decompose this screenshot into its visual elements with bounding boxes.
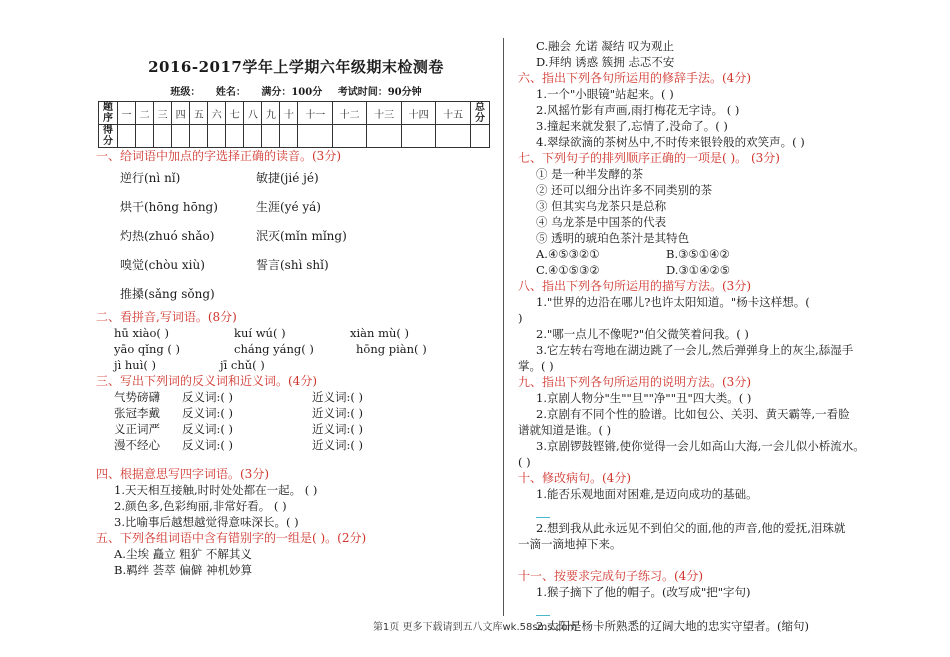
answer-line[interactable] [518,600,930,618]
order-option: B.③⑤①④② [666,247,730,261]
pinyin-row [96,357,496,373]
description-question: 2."哪一点儿不像呢?"伯父微笑着问我。( ) [536,327,749,341]
choice-option: A.尘埃 矗立 粗犷 不解其义 [114,547,252,561]
antonym-row [96,421,496,437]
score-col: 八 [244,102,262,125]
description-question-cont: ) [518,311,523,325]
score-col: 一 [118,102,136,125]
pronunciation-item: 生涯(yé yá) [256,200,321,214]
pronunciation-row [96,193,496,222]
answer-line-mark [536,515,550,518]
idiom-question: 2.颜色多,色彩绚丽,非常好看。 ( ) [114,499,287,513]
explanation-question-cont: ( ) [518,455,531,469]
score-total-label: 总分 [471,102,490,125]
pronunciation-row [96,251,496,280]
rhetoric-question: 2.风摇竹影有声画,雨打梅花无字诗。 ( ) [536,103,740,117]
explanation-question: 1.京剧人物分"生""旦""净""丑"四大类。( ) [536,391,752,405]
description-question: 3.它左转右弯地在湖边跳了一会儿,然后弹弹身上的灰尘,舔湿手 [536,343,854,357]
pronunciation-row [96,222,496,251]
pinyin-item: kuí wú( ) [234,326,286,340]
pinyin-item: jì huì( ) [114,358,157,372]
pinyin-row [96,325,496,341]
pinyin-item: jī chǔ( ) [220,358,265,372]
explanation-question-cont: 谱就知道是谁。( ) [518,423,612,437]
order-sentence: ① 是一种半发酵的茶 [536,167,644,181]
section-1-pairs [96,164,496,309]
section-9-title: 九、指出下列各句所运用的说明方法。(3分) [518,375,751,389]
full-score-label: 满分：100分 [261,87,323,98]
score-col: 十一 [298,102,332,125]
order-sentence: ② 还可以细分出许多不同类别的茶 [536,183,713,197]
score-table-header-row [99,102,490,125]
pronunciation-item: 灼热(zhuó shǎo) [120,229,215,243]
sentence-fix-question: 2.想到我从此永远见不到伯父的面,他的声音,他的爱抚,泪珠就 [536,521,846,535]
choice-option: D.拜纳 诱惑 簇拥 忐忑不安 [536,55,675,69]
score-cell[interactable] [436,125,471,148]
order-options-row [518,262,930,278]
pronunciation-item: 泯灭(mǐn mǐng) [256,229,347,243]
synonym-blank: 近义词:( ) [312,406,364,420]
pinyin-row [96,341,496,357]
score-row-label: 得分 [99,125,118,148]
pronunciation-item: 逆行(nì nǐ) [120,171,181,185]
antonym-word: 漫不经心 [114,438,160,452]
score-col: 六 [208,102,226,125]
score-cell[interactable] [244,125,262,148]
synonym-blank: 近义词:( ) [312,390,364,404]
pronunciation-item: 誓言(shì shǐ) [256,258,329,272]
rhetoric-question: 1.一个"小眼镜"站起来。( ) [536,87,674,101]
exam-time-label: 考试时间：90分钟 [337,87,422,98]
pinyin-item: yāo qǐng ( ) [114,342,181,356]
pinyin-item: hū xiào( ) [114,326,170,340]
antonym-blank: 反义词:( ) [182,390,234,404]
score-cell[interactable] [154,125,172,148]
pinyin-item: hōng piàn( ) [356,342,427,356]
score-cell[interactable] [262,125,280,148]
score-table [98,101,490,148]
explanation-question: 2.京剧有不同个性的脸谱。比如包公、关羽、黄天霸等,一看脸 [536,407,850,421]
score-cell[interactable] [172,125,190,148]
section-4-title: 四、根据意思写四字词语。(3分) [96,467,269,481]
score-col: 十三 [367,102,401,125]
antonym-blank: 反义词:( ) [182,406,234,420]
answer-line[interactable] [518,502,930,520]
sentence-fix-question: 1.能否乐观地面对困难,是迈向成功的基础。 [536,487,758,501]
antonym-blank: 反义词:( ) [182,438,234,452]
score-cell[interactable] [118,125,136,148]
score-col: 十五 [436,102,471,125]
sentence-fix-question-cont: 一滴一滴地掉下来。 [518,537,622,551]
pronunciation-item: 烘干(hōng hōng) [120,200,218,214]
section-7-title: 七、下列句子的排列顺序正确的一项是( )。 (3分) [518,151,780,165]
score-cell[interactable] [280,125,298,148]
section-8-title: 八、指出下列各句所运用的描写方法。(3分) [518,279,751,293]
pinyin-item: cháng yáng( ) [234,342,314,356]
section-1-title: 一、给词语中加点的字选择正确的读音。(3分) [96,149,341,163]
antonym-word: 气势磅礴 [114,390,160,404]
section-6-title: 六、指出下列各句所运用的修辞手法。(4分) [518,71,751,85]
description-question: 1."世界的边沿在哪儿?也许太阳知道。"杨卡这样想。( [536,295,810,309]
order-sentence: ⑤ 透明的琥珀色茶汁是其特色 [536,231,690,245]
explanation-question: 3.京剧锣鼓铿锵,使你觉得一会儿如高山大海,一会儿似小桥流水。 [536,439,865,453]
rhetoric-question: 3.撞起来就发狠了,忘情了,没命了。( ) [536,119,728,133]
choice-option: C.融会 允诺 凝结 叹为观止 [536,39,675,53]
idiom-question: 1.天天相互接触,时时处处都在一起。 ( ) [114,483,318,497]
antonym-blank: 反义词:( ) [182,422,234,436]
score-cell[interactable] [298,125,332,148]
sentence-exercise: 1.猴子摘下了他的帽子。(改写成"把"字句) [536,585,751,599]
answer-line-mark [536,613,550,616]
rhetoric-question: 4.翠绿欲滴的茶树丛中,不时传来银铃般的欢笑声。( ) [536,135,805,149]
score-col: 三 [154,102,172,125]
exam-title: 2016-2017学年上学期六年级期末检测卷 [148,58,444,76]
right-column [518,38,930,634]
score-cell[interactable] [208,125,226,148]
section-10-title: 十、修改病句。(4分) [518,471,631,485]
order-options-row [518,246,930,262]
antonym-row [96,437,496,453]
score-col: 五 [190,102,208,125]
order-sentence: ③ 但其实乌龙茶只是总称 [536,199,667,213]
pronunciation-item: 嗅觉(chòu xiù) [120,258,205,272]
column-divider [503,38,504,616]
score-col: 二 [136,102,154,125]
pronunciation-row [96,164,496,193]
score-table-score-row [99,125,490,148]
section-5-title: 五、下列各组词语中含有错别字的一组是( )。(2分) [96,531,367,545]
score-col: 十四 [401,102,435,125]
name-label: 姓名： [215,87,246,98]
score-table-header-label: 题序 [99,102,118,125]
pronunciation-item: 敏捷(jié jé) [256,171,319,185]
pinyin-item: xiàn mù( ) [350,326,410,340]
synonym-blank: 近义词:( ) [312,438,364,452]
section-3-title: 三、写出下列词的反义词和近义词。(4分) [96,374,317,388]
score-cell[interactable] [136,125,154,148]
section-11-title: 十一、按要求完成句子练习。(4分) [518,569,703,583]
antonym-word: 义正词严 [114,422,160,436]
score-cell[interactable] [226,125,244,148]
score-cell[interactable] [332,125,366,148]
section-2-title: 二、看拼音,写词语。(8分) [96,310,237,324]
antonym-row [96,405,496,421]
antonym-word: 张冠李戴 [114,406,160,420]
exam-info [96,83,496,98]
antonym-row [96,389,496,405]
score-col: 七 [226,102,244,125]
left-column [96,52,496,578]
page-footer: 第1页 更多下载请到五八文库wk.58sms.com [372,622,578,633]
description-question-cont: 掌。( ) [518,359,554,373]
order-sentence: ④ 乌龙茶是中国茶的代表 [536,215,667,229]
synonym-blank: 近义词:( ) [312,422,364,436]
choice-option: B.羁绊 荟萃 偏僻 神机妙算 [114,563,253,577]
order-option: C.④①⑤③② [536,263,600,277]
order-option: D.③①④②⑤ [666,263,731,277]
order-option: A.④⑤③②① [536,247,600,261]
score-col: 十 [280,102,298,125]
score-col: 九 [262,102,280,125]
pronunciation-item [256,280,392,309]
sentence-exercise: 2.太阳是杨卡所熟悉的辽阔大地的忠实守望者。(缩句) [536,619,809,633]
pronunciation-row [96,280,496,309]
idiom-question: 3.比喻事后越想越觉得意味深长。( ) [114,515,299,529]
score-cell[interactable] [471,125,490,148]
class-label: 班级： [170,87,201,98]
score-col: 四 [172,102,190,125]
score-col: 十二 [332,102,366,125]
score-cell[interactable] [367,125,401,148]
score-cell[interactable] [190,125,208,148]
pronunciation-item: 推搡(sǎng sǒng) [120,287,215,301]
score-cell[interactable] [401,125,435,148]
